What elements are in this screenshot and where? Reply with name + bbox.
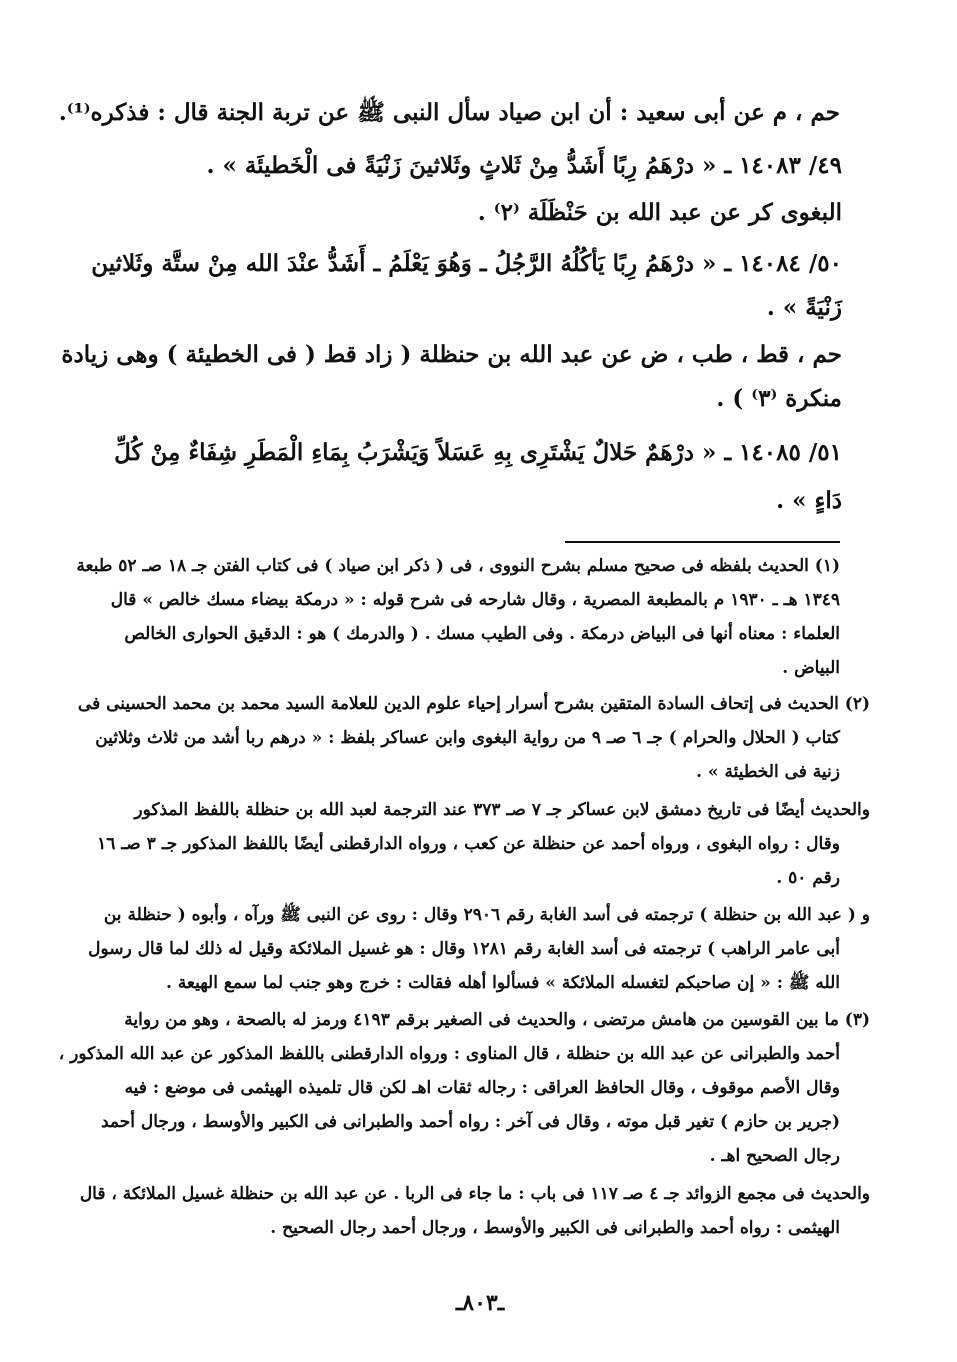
hadith-14085-line: ٥١/ ١٤٠٨٥ ـ « درْهَمٌ حَلالٌ يَشْتَرِى بِهِ عَسَلاً وَيَشْرَبُ بِمَاءِ الْمَطَرِ شِفَاءٌ مِنْ كُلِّ bbox=[114, 439, 842, 466]
footnote-2-continuation-line: الله ﷺ : « إن صاحبكم لتغسله الملائكة » فسألوا أهله فقالت : خرج وهو جنب لما سمع الهيعة . bbox=[165, 973, 840, 993]
footnote-1-line: العلماء : معناه أنها فى البياض درمكة . وفى الطيب مسك . ( والدرمك ) هو : الدقيق الحوارى الخالص bbox=[124, 624, 840, 644]
footnote-2-line: زنية فى الخطيئة » . bbox=[696, 762, 840, 782]
footnote-2-continuation-line: رقم ٥٠ . bbox=[776, 868, 840, 888]
footnote-3-continuation-line: والحديث فى مجمع الزوائد جـ ٤ صـ ١١٧ فى باب : ما جاء فى الربا . عن عبد الله بن حنظلة غسيل الملائكة ، قال bbox=[79, 1184, 870, 1204]
hadith-source-line: حم ، قط ، طب ، ض عن عبد الله بن حنظلة ( زاد قط ( فى الخطيئة ) وهى زيادة bbox=[61, 341, 842, 368]
footnote-2-continuation-line: وقال : رواه البغوى ، ورواه أحمد عن حنظلة عن كعب ، ورواه الدارقطنى أيضًا باللفظ المذكور جـ ٣ صـ ١٦ bbox=[97, 834, 840, 854]
hadith-14084-line: ٥٠/ ١٤٠٨٤ ـ « درْهَمُ رِبًا يَأكُلُهُ الرَّجُلُ ـ وَهُوَ يَعْلَمُ ـ أَشَدُّ عنْدَ الله مِنْ ستَّة وثَلاثين bbox=[91, 250, 842, 277]
hadith-source-line-end: منكرة ⁽٣⁾ ) . bbox=[716, 385, 842, 412]
hadith-14085-line-end: دَاءٍ » . bbox=[776, 487, 842, 514]
footnote-3-line: رجال الصحيح اهـ . bbox=[709, 1146, 840, 1166]
hadith-source-line: البغوى كر عن عبد الله بن حَنْظَلَة ⁽٢⁾ . bbox=[477, 199, 842, 226]
footnote-3-line: (٣) ما بين القوسين من هامش مرتضى ، والحديث فى الصغير برقم ٤١٩٣ ورمز له بالصحة ، وهو من رواية bbox=[124, 1010, 870, 1030]
footnote-2-continuation-line: أبى عامر الراهب ) ترجمته فى أسد الغابة رقم ١٢٨١ وقال : هو غسيل الملائكة وقيل له ذلك لما قال رسول bbox=[88, 939, 840, 959]
footnote-2-continuation-line: و ( عبد الله بن حنظلة ) ترجمته فى أسد الغابة رقم ٢٩٠٦ وقال : روى عن النبى ﷺ ورآه ، وأبوه ( حنظلة بن bbox=[103, 905, 870, 925]
footnote-2-line: (٢) الحديث فى إتحاف السادة المتقين بشرح أسرار إحياء علوم الدين للعلامة السيد محمد بن محمد الحسينى فى bbox=[77, 694, 870, 714]
footnote-1-line: (١) الحديث بلفظه فى صحيح مسلم بشرح النووى ، فى ( ذكر ابن صياد ) فى كتاب الفتن جـ ١٨ صـ ٥٢ طبعة bbox=[76, 556, 840, 576]
footnote-1-line: البياض . bbox=[782, 658, 840, 678]
footnote-2-line: كتاب ( الحلال والحرام ) جـ ٦ صـ ٩ من رواية البغوى وابن عساكر بلفظ : « درهم ربا أشد من ثلاث وثلاثين bbox=[95, 728, 840, 748]
footnote-3-line: أحمد والطبرانى عن عبد الله بن حنظلة ، قال المناوى : ورواه الدارقطنى باللفظ المذكور عن عبد الله المذكور ، bbox=[58, 1044, 840, 1064]
footnote-2-continuation-line: والحديث أيضًا فى تاريخ دمشق لابن عساكر جـ ٧ صـ ٣٧٣ عند الترجمة لعبد الله بن حنظلة باللفظ المذكور bbox=[134, 800, 870, 820]
footnote-separator bbox=[565, 541, 840, 543]
footnote-3-continuation-line: الهيثمى : رواه أحمد والطبرانى فى الكبير والأوسط ، ورجال أحمد رجال الصحيح . bbox=[270, 1218, 840, 1238]
footnote-3-line: (جرير بن حازم ) تغير قبل موته ، وقال فى آخر : رواه أحمد والطبرانى فى الكبير والأوسط ، ورجال أحمد bbox=[101, 1112, 840, 1132]
hadith-14083-line: ٤٩/ ١٤٠٨٣ ـ « درْهَمُ رِبًا أَشَدُّ مِنْ ثَلاثٍ وثَلاثينَ زَنْيَةً فى الْخَطيئَة » . bbox=[206, 152, 842, 179]
hadith-source-line: حم ، م عن أبى سعيد : أن ابن صياد سأل النبى ﷺ عن تربة الجنة قال : فذكره⁽¹⁾. bbox=[58, 99, 840, 126]
hadith-14084-line-end: زَنْيَةً » . bbox=[766, 294, 842, 321]
footnote-1-line: ١٣٤٩ هـ ـ ١٩٣٠ م بالمطبعة المصرية ، وقال شارحه فى شرح قوله : « درمكة بيضاء مسك خالص » قال bbox=[110, 590, 840, 610]
footnote-3-line: وقال الأصم موقوف ، وقال الحافظ العراقى : رجاله ثقات اهـ لكن قال تلميذه الهيثمى فى موضع : فيه bbox=[124, 1078, 840, 1098]
page-number: ـ٨٠٣ـ bbox=[455, 1290, 505, 1316]
